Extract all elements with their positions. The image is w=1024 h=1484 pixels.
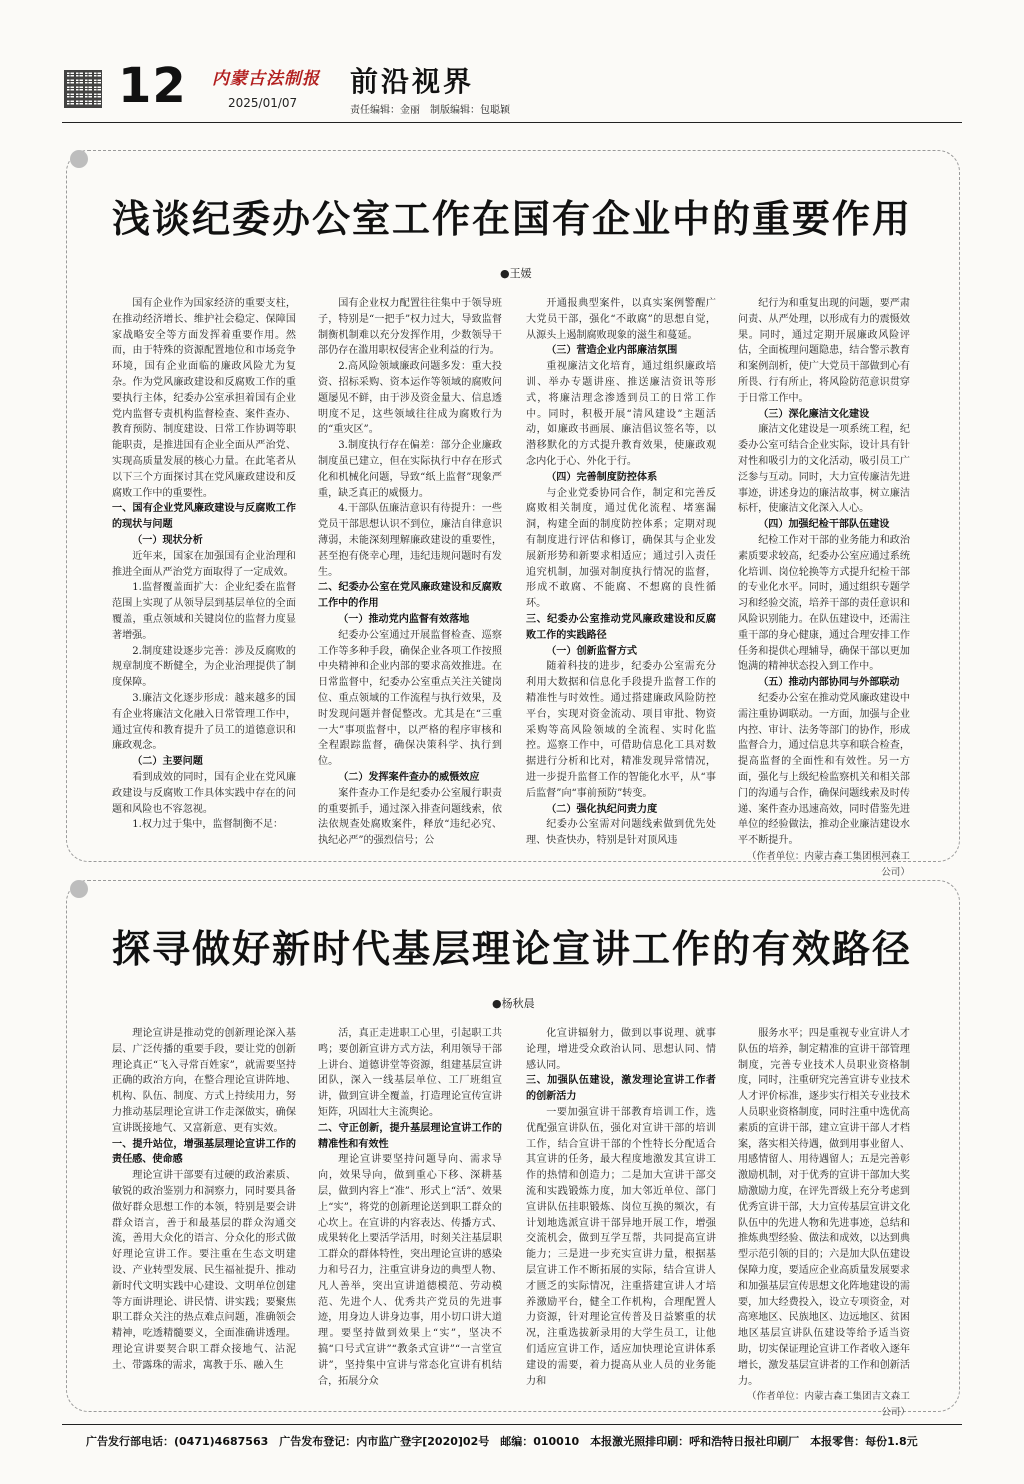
paragraph: 与企业党委协同合作，制定和完善反腐败相关制度，通过优化流程、堵塞漏洞，构建全面的制度防控体系；定期对现有制度进行评估和修订，确保其与企业发展新形势和新要求相适应；通过引入责任追究机制，加强对制度执行情况的监督，形成不敢腐、不能腐、不想腐的良性循环。 — [526, 487, 716, 610]
paragraph: 国有企业权力配置往往集中于领导班子，特别是“一把手”权力过大，导致监督制衡机制难以充分发挥作用，少数领导干部仍存在滥用职权侵害企业利益的行为。 — [318, 298, 502, 357]
section-heading: 二、守正创新，提升基层理论宣讲工作的精准性和有效性 — [318, 1122, 502, 1150]
frame-corner-dot — [70, 150, 88, 168]
subsection-heading: （四）加强纪检干部队伍建设 — [758, 519, 890, 531]
author-affiliation: （作者单位：内蒙古森工集团吉文森工公司） — [746, 1391, 910, 1419]
article1-column-1 — [112, 296, 296, 848]
paragraph: 理论宣讲是推动党的创新理论深入基层、广泛传播的重要手段，要让党的创新理论真正“飞入寻常百姓家”，就需要坚持正确的政治方向，在整合理论宣讲阵地、机构、队伍、制度、方式上持续用力，努力推动基层理论宣讲工作走深做实，确保宣讲既接地气、又富新意、更有实效。 — [112, 1028, 296, 1134]
article1-column-3 — [526, 296, 716, 848]
paragraph: 活，真正走进职工心里，引起职工共鸣；要创新宣讲方式方法，利用领导干部上讲台、道德讲堂等资源，组建基层宣讲团队，深入一线基层单位、工厂班组宣讲，做到宣讲全覆盖，打造理论宣传宣讲矩阵，巩固壮大主流舆论。 — [318, 1028, 502, 1118]
paragraph: 近年来，国家在加强国有企业治理和推进全面从严治党方面取得了一定成效。 — [112, 550, 296, 578]
article2-column-4 — [738, 1026, 910, 1419]
subsection-heading: （五）推动内部协同与外部联动 — [758, 677, 900, 689]
article2-column-2 — [318, 1026, 502, 1408]
article2-byline: ●杨秋晨 — [492, 997, 535, 1010]
paragraph: 3.廉洁文化逐步形成：越来越多的国有企业将廉洁文化融入日常管理工作中，通过宣传和教育提升了员工的道德意识和廉政观念。 — [112, 692, 296, 752]
paragraph: 服务水平；四是重视专业宣讲人才队伍的培养，制定精准的宣讲干部管理制度，完善专业技术人员职业资格制度，同时，注重研究完善宣讲专业技术人才评价标准，逐步实行相关专业技术人员职业资格制度，同时注重中选优高素质的宣讲干部，建立宣讲干部人才档案，落实相关待遇，做到用事业留人、用感情留人、用待遇留人；五是完善彰激励机制，对于优秀的宣讲干部加大奖励激励力度，在评先晋级上充分考虑到优秀宣讲干部，大力宣传基层宣讲文化队伍中的先进人物和先进事迹，总结和推炼典型经验、做法和成效，以达到典型示范引领的目的；六是加大队伍建设保障力度，要适应企业高质量发展要求和加强基层宣传思想文化阵地建设的需要，加大经费投入，设立专项资金，对高寒地区、民族地区、边远地区、贫困地区基层宣讲队伍建设等给予适当资助，切实保证理论宣讲工作者收入逐年增长，激发基层宣讲者的工作和创新活力。 — [738, 1028, 910, 1387]
paragraph: 随着科技的进步，纪委办公室需充分利用大数据和信息化手段提升监督工作的精准性与时效性。通过搭建廉政风险防控平台，实现对资金流动、项目审批、物资采购等高风险领域的全流程、实时化监控。巡察工作中，可借助信息化工具对数据进行分析和比对，精准发现异常情况，进一步提升监督工作的智能化水平，从“事后监督”向“事前预防”转变。 — [526, 661, 716, 799]
article2-headline: 探寻做好新时代基层理论宣讲工作的有效路径 — [111, 926, 912, 971]
subsection-heading: （一）现状分析 — [132, 534, 203, 546]
article1-byline: ●王媛 — [500, 267, 532, 280]
frame-corner-dot — [70, 880, 88, 898]
issue-date: 2025/01/07 — [228, 96, 298, 110]
paragraph: 2.高风险领域廉政问题多发：重大投资、招标采购、资本运作等领域的腐败问题屡见不鲜，由于涉及资金量大、信息透明度不足，这些领域往往成为腐败行为的“重灾区”。 — [318, 361, 502, 436]
paragraph: 理论宣讲要坚持问题导向、需求导向，效果导向，做到重心下移、深耕基层，做到内容上“准”、形式上“活”、效果上“实”，将党的创新理论送到职工群众的心坎上。在宣讲的内容表达、传播方式、成果转化上要活学活用，时刻关注基层职工群众的群体特性，突出理论宣讲的感染力和号召力，注重宣讲身边的典型人物、凡人善举，突出宣讲道德模范、劳动模范、先进个人、优秀共产党员的先进事迹，用身边人讲身边事，用小切口讲大道理。要坚持做到效果上“实”，坚决不搞“口号式宣讲”“教条式宣讲”“一言堂宣讲”，坚持集中宣讲与常态化宣讲有机结合，拓展分众 — [318, 1154, 502, 1387]
subsection-heading: （二）强化执纪问责力度 — [546, 803, 658, 815]
subsection-heading: （二）发挥案件查办的威慑效应 — [338, 771, 480, 783]
paragraph: 看到成效的同时，国有企业在党风廉政建设与反腐败工作具体实践中存在的问题和风险也不容忽视。 — [112, 771, 296, 815]
paragraph: 纪行为和重复出现的问题，要严肃问责、从严处理，以形成有力的震慑效果。同时，通过定期开展廉政风险评估，全面梳理问题隐患，结合警示教育和案例剖析，使广大党员干部做到心有所畏、行有所止，将风险防范意识贯穿于日常工作中。 — [738, 298, 910, 404]
subsection-heading: （三）营造企业内部廉洁氛围 — [546, 345, 678, 357]
editor-credits: 责任编辑：金丽 制版编辑：包聪颖 — [350, 105, 510, 116]
paragraph: 1.监督覆盖面扩大：企业纪委在监督范围上实现了从领导层到基层单位的全面覆盖，重点领域和关键岗位的监督力度显著增强。 — [112, 582, 296, 641]
section-heading: 一、提升站位，增强基层理论宣讲工作的责任感、使命感 — [112, 1138, 296, 1166]
paragraph: 纪检工作对干部的业务能力和政治素质要求较高，纪委办公室应通过系统化培训、岗位轮换等方式提升纪检干部的专业化水平。同时，通过组织专题学习和经验交流，培养干部的责任意识和风险识别能力。在队伍建设中，还需注重干部的身心健康，通过合理安排工作任务和提供心理辅导，确保干部以更加饱满的精神状态投入到工作中。 — [738, 534, 910, 673]
section-heading: 二、纪委办公室在党风廉政建设和反腐败工作中的作用 — [318, 582, 502, 610]
paragraph: 国有企业作为国家经济的重要支柱，在推动经济增长、维护社会稳定、保障国家战略安全等方面发挥着重要作用。然而，由于特殊的资源配置地位和市场竞争环境，国有企业面临的廉政风险尤为复杂。作为党风廉政建设和反腐败工作的重要执行主体，纪委办公室承担着国有企业党内监督专责机构监督检查、案件查办、教育预防、制度建设、日常工作协调等职能职责，是推进国有企业全面从严治党、实现高质量发展的核心力量。在此笔者从以下三个方面探讨其在党风廉政建设和反腐败工作中的重要性。 — [112, 298, 296, 499]
paragraph: 理论宣讲干部要有过硬的政治素质、敏锐的政治鉴别力和洞察力，同时要具备做好群众思想工作的本领，特别是要会讲群众语言，善于和最基层的群众沟通交流，善用大众化的语言、分众化的形式做好理论宣讲工作。要注重在生态文明建设、产业转型发展、民生福祉提升、推动新时代文明实践中心建设、文明单位创建等方面讲理论、讲民情、讲实践；要聚焦职工群众关注的热点难点问题，准确领会精神，吃透精髓要义，全面准确讲透理。理论宣讲要契合职工群众接地气、沾泥土、带露珠的需求，寓教于乐、融入生 — [112, 1170, 296, 1371]
section-heading: 三、纪委办公室推动党风廉政建设和反腐败工作的实践路径 — [526, 613, 716, 641]
author-affiliation: （作者单位：内蒙古森工集团根河森工公司） — [746, 850, 910, 878]
paragraph: 纪委办公室通过开展监督检查、巡察工作等多种手段，确保企业各项工作按照中央精神和企业内部的要求高效推进。在日常监督中，纪委办公室重点关注关键岗位、重点领域的工作流程与执行效果，及时发现问题并督促整改。尤其是在“三重一大”事项监督中，以严格的程序审核和全程跟踪监督，确保决策科学、执行到位。 — [318, 629, 502, 768]
paragraph: 案件查办工作是纪委办公室履行职责的重要抓手，通过深入排查问题线索，依法依规查处腐败案件，释放“违纪必究、执纪必严”的强烈信号；公 — [318, 787, 502, 847]
footer-divider — [62, 1424, 962, 1425]
paragraph: 纪委办公室在推动党风廉政建设中需注重协调联动。一方面，加强与企业内控、审计、法务等部门的协作，形成监督合力，通过信息共享和联合检查，提高监督的全面性和有效性。另一方面，强化与上级纪检监察机关和相关部门的沟通与合作，确保问题线索及时传递、案件查办迅速高效，同时借鉴先进单位的经验做法，推动企业廉洁建设水平不断提升。 — [738, 692, 910, 847]
subsection-heading: （三）深化廉洁文化建设 — [758, 408, 870, 420]
subsection-heading: （二）主要问题 — [132, 756, 203, 768]
section-heading: 三、加强队伍建设，激发理论宣讲工作者的创新活力 — [526, 1075, 716, 1103]
section-title: 前沿视界 — [350, 65, 475, 98]
paragraph: 重视廉洁文化培育，通过组织廉政培训、举办专题讲座、推送廉洁资讯等形式，将廉洁理念渗透到员工的日常工作中。同时，积极开展“清风建设”主题活动，如廉政书画展、廉洁倡议签名等，以潜移默化的方式提升教育效果，使廉政观念内化于心、外化于行。 — [526, 361, 716, 467]
qr-code — [64, 70, 102, 108]
paragraph: 4.干部队伍廉洁意识有待提升：一些党员干部思想认识不到位，廉洁自律意识薄弱，未能深刻理解廉政建设的重要性，甚至抱有侥幸心理，违纪违规问题时有发生。 — [318, 503, 502, 578]
header-divider — [62, 122, 962, 123]
subsection-heading: （一）创新监督方式 — [546, 645, 638, 657]
subsection-heading: （四）完善制度防控体系 — [546, 471, 658, 483]
section-heading: 一、国有企业党风廉政建设与反腐败工作的现状与问题 — [112, 503, 296, 531]
article2-column-3 — [526, 1026, 716, 1408]
paragraph: 廉洁文化建设是一项系统工程，纪委办公室可结合企业实际，设计具有针对性和吸引力的文化活动，吸引员工广泛参与互动。同时，大力宣传廉洁先进事迹，讲述身边的廉洁故事，树立廉洁标杆，使廉洁文化深入人心。 — [738, 424, 910, 515]
article1-headline: 浅谈纪委办公室工作在国有企业中的重要作用 — [111, 196, 912, 241]
paragraph: 开通报典型案件，以真实案例警醒广大党员干部，强化“不敢腐”的思想自觉，从源头上遏制腐败现象的滋生和蔓延。 — [526, 298, 716, 341]
paragraph: 1.权力过于集中，监督制衡不足： — [132, 819, 284, 831]
article1-column-4 — [738, 296, 910, 878]
subsection-heading: （一）推动党内监督有效落地 — [338, 613, 470, 625]
article1-column-2 — [318, 296, 502, 848]
page-number: 12 — [118, 58, 187, 114]
paragraph: 2.制度建设逐步完善：涉及反腐败的规章制度不断健全，为企业治理提供了制度保障。 — [112, 645, 296, 689]
paragraph: 一要加强宣讲干部教育培训工作，选优配强宣讲队伍，强化对宣讲干部的培训工作，结合宣讲干部的个性特长分配适合其宣讲的任务，最大程度地激发其宣讲工作的热情和创造力；二是加大宣讲干部交流和实践锻炼力度，加大邻近单位、部门宣讲队伍挂职锻炼、岗位互换的频次，有计划地选派宣讲干部异地开展工作，增强交流机会，做到互学互帮，共同提高宣讲能力；三是进一步充实宣讲力量，根据基层宣讲工作不断拓展的实际，结合宣讲人才匮乏的实际情况，注重搭建宣讲人才培养激励平台，健全工作机构，合理配置人力资源，针对理论宣传普及日益繁重的状况，注重选拔新录用的大学生员工，让他们适应宣讲工作，适应加快理论宣讲体系建设的需要，着力提高从业人员的业务能力和 — [526, 1106, 716, 1387]
paragraph: 3.制度执行存在偏差：部分企业廉政制度虽已建立，但在实际执行中存在形式化和机械化问题，导致“纸上监督”现象严重，缺乏真正的威慑力。 — [318, 440, 502, 499]
footer-info: 广告发行部电话：(0471)4687563 广告发布登记：内市监广登字[2020]02号 邮编：010010 本报激光照排印刷：呼和浩特日报社印刷厂 本报零售：每份1.8元 — [86, 1435, 918, 1448]
article2-column-1 — [112, 1026, 296, 1408]
paragraph: 纪委办公室需对问题线索做到优先处理、快查快办，特别是针对顶风违 — [526, 819, 716, 847]
paragraph: 化宣讲辐射力，做到以事说理、就事论理，增进受众政治认同、思想认同、情感认同。 — [526, 1028, 716, 1071]
newspaper-logo: 内蒙古法制报 — [212, 69, 320, 89]
